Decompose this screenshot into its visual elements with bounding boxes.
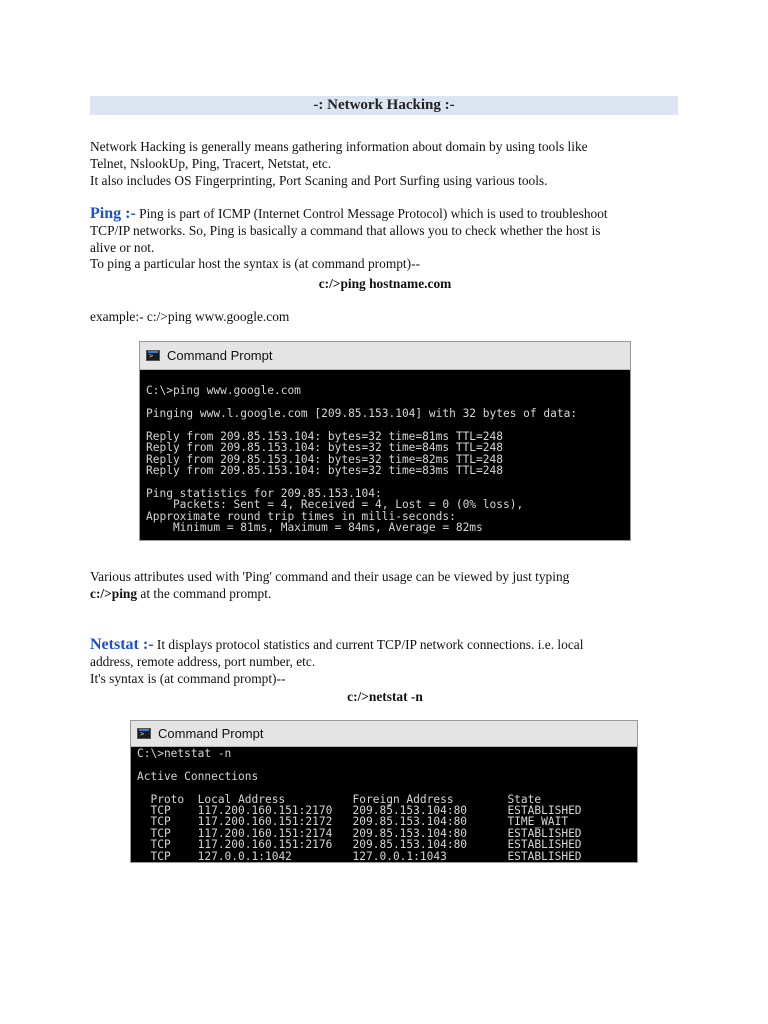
netstat-console-line: TCP 117.200.160.151:2176 209.85.153.104:80 ESTABLISHED (137, 838, 582, 852)
netstat-console-titlebar (131, 721, 637, 747)
ping-console-line: Ping statistics for 209.85.153.104: (146, 486, 382, 500)
intro-paragraph (90, 139, 680, 189)
ping-desc-3: alive or not. (90, 239, 155, 255)
netstat-console-line: C:\>netstat -n (137, 747, 232, 760)
intro-line-2: Telnet, NslookUp, Ping, Tracert, Netstat, etc. (90, 155, 332, 171)
ping-after-paragraph (90, 569, 680, 603)
netstat-console-title: Command Prompt (158, 726, 264, 741)
ping-console-titlebar (140, 342, 630, 370)
ping-after-line-1: Various attributes used with 'Ping' command and their usage can be viewed by just typing (90, 569, 570, 584)
netstat-desc-1: It displays protocol statistics and current TCP/IP network connections. i.e. local (153, 637, 584, 652)
ping-after-rest: at the command prompt. (137, 585, 272, 601)
ping-after-line-2 (90, 586, 680, 603)
netstat-console-line: TCP 117.200.160.151:2170 209.85.153.104:80 ESTABLISHED (137, 803, 582, 817)
ping-syntax: c:/>ping hostname.com (318, 276, 452, 291)
ping-console-line: Reply from 209.85.153.104: bytes=32 time=84ms TTL=248 (146, 441, 503, 455)
netstat-heading: Netstat :- (90, 636, 154, 653)
netstat-desc-3: It's syntax is (at command prompt)-- (90, 670, 286, 686)
command-prompt-icon (137, 728, 151, 739)
intro-line-1: Network Hacking is generally means gathering information about domain by using tools like (90, 139, 588, 154)
ping-heading: Ping :- (90, 205, 136, 222)
ping-console-line: Reply from 209.85.153.104: bytes=32 time=81ms TTL=248 (146, 429, 503, 443)
ping-desc-2: TCP/IP networks. So, Ping is basically a command that allows you to check whether the host is (90, 222, 601, 238)
ping-line-1 (90, 206, 680, 223)
netstat-desc-2: address, remote address, port number, etc. (90, 653, 316, 669)
ping-console-line: Packets: Sent = 4, Received = 4, Lost = 0 (0% loss), (146, 498, 524, 512)
netstat-syntax: c:/>netstat -n (347, 689, 423, 704)
ping-after-command: c:/>ping (90, 585, 138, 601)
ping-console-line: Approximate round trip times in milli-seconds: (146, 509, 456, 523)
ping-console-title: Command Prompt (167, 348, 273, 363)
ping-example: example:- c:/>ping www.google.com (90, 309, 290, 324)
netstat-console-window (130, 720, 638, 863)
ping-console-line: Reply from 209.85.153.104: bytes=32 time=83ms TTL=248 (146, 464, 503, 478)
netstat-console-line (137, 782, 631, 793)
ping-console-line: Minimum = 81ms, Maximum = 84ms, Average = 82ms (146, 521, 483, 535)
netstat-console-line: Active Connections (137, 769, 259, 783)
page-title: -: Network Hacking :- (90, 96, 678, 115)
ping-console-output (140, 370, 630, 537)
ping-console-line: C:\>ping www.google.com (146, 384, 301, 398)
netstat-console-line: TCP 117.200.160.151:2172 209.85.153.104:80 TIME_WAIT (137, 815, 569, 829)
netstat-console-line: Proto Local Address Foreign Address State (137, 792, 542, 806)
ping-console-line: Reply from 209.85.153.104: bytes=32 time=82ms TTL=248 (146, 452, 503, 466)
intro-line-3: It also includes OS Fingerprinting, Port Scaning and Port Surfing using various tools. (90, 172, 548, 188)
netstat-console-line: TCP 127.0.0.1:1042 127.0.0.1:1043 ESTABLISHED (137, 849, 582, 863)
netstat-console-output (131, 747, 637, 866)
netstat-console-line: TCP 117.200.160.151:2174 209.85.153.104:80 ESTABLISHED (137, 826, 582, 840)
command-prompt-icon (146, 350, 160, 361)
ping-console-window (139, 341, 631, 541)
netstat-line-1 (90, 637, 680, 654)
ping-section (90, 206, 680, 273)
ping-desc-1: Ping is part of ICMP (Internet Control Message Protocol) which is used to troubleshoot (135, 206, 608, 221)
ping-desc-4: To ping a particular host the syntax is (at command prompt)-- (90, 256, 421, 272)
netstat-section (90, 637, 680, 687)
ping-console-line: Pinging www.l.google.com [209.85.153.104] with 32 bytes of data: (146, 407, 578, 421)
